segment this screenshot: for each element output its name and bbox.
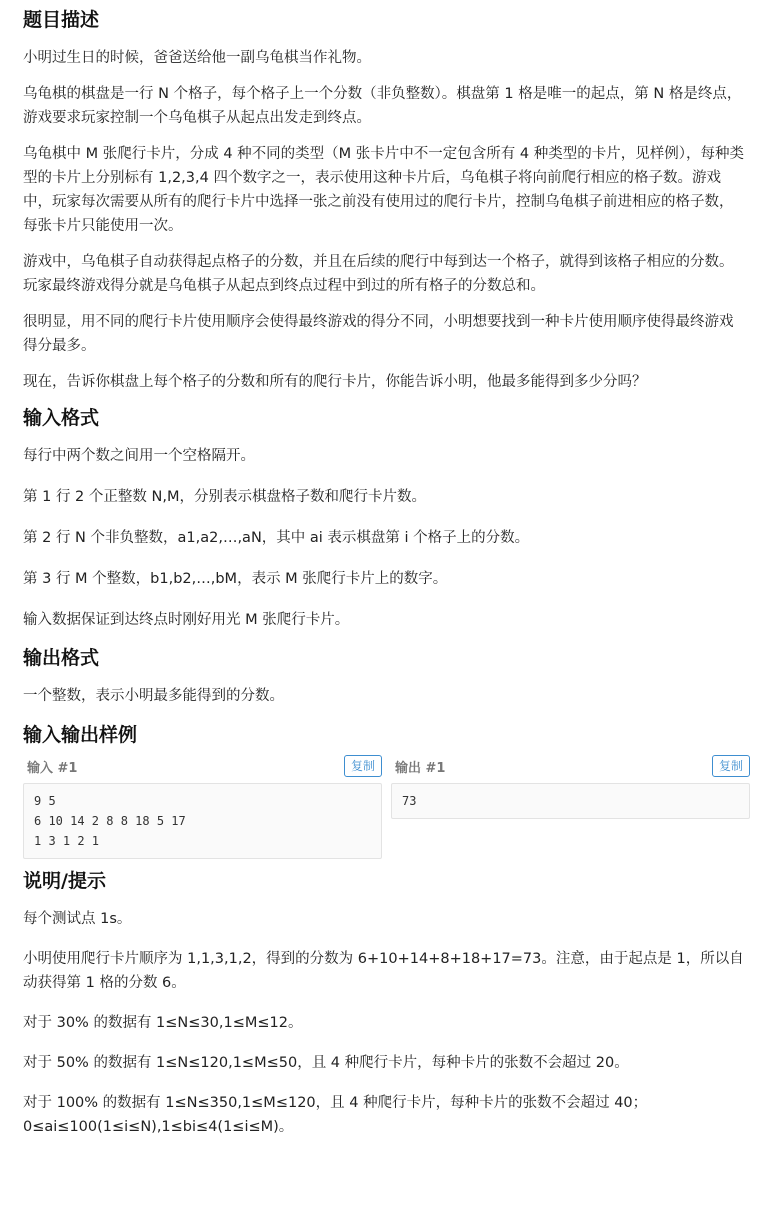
sample-input-header [23, 755, 382, 777]
input-format-paragraph: 第 2 行 N 个非负整数，a1,a2,…,aN，其中 ai 表示棋盘第 i 个格子上的分数。 [23, 530, 530, 546]
description-paragraph: 游戏中，乌龟棋子自动获得起点格子的分数，并且在后续的爬行中每到达一个格子，就得到该格子相应的分数。玩家最终游戏得分就是乌龟棋子从起点到终点过程中到过的所有格子的分数总和。 [23, 254, 734, 294]
input-format-paragraph: 第 3 行 M 个整数，b1,b2,…,bM，表示 M 张爬行卡片上的数字。 [23, 571, 448, 587]
input-format-heading: 输入格式 [23, 407, 100, 429]
input-format-paragraph: 第 1 行 2 个正整数 N,M，分别表示棋盘格子数和爬行卡片数。 [23, 489, 426, 505]
description-paragraph: 很明显，用不同的爬行卡片使用顺序会使得最终游戏的得分不同，小明想要找到一种卡片使用顺序使得最终游戏得分最多。 [23, 314, 734, 354]
sample-input [23, 755, 382, 859]
samples-container [23, 755, 745, 859]
hints-heading: 说明/提示 [23, 870, 106, 892]
hint-paragraph: 对于 30% 的数据有 1≤N≤30,1≤M≤12。 [23, 1015, 303, 1031]
description-paragraph: 乌龟棋中 M 张爬行卡片，分成 4 种不同的类型（M 张卡片中不一定包含所有 4 种类型的卡片，见样例），每种类型的卡片上分别标有 1,2,3,4 四个数字之一，表示使用这种卡片后，乌龟棋子将向前爬行相应的格子数。游戏中，玩家每次需要从所有的爬行卡片中选择一张之前没有使用过的爬行卡片，控制乌龟棋子前进相应的格子数，每张卡片只能使用一次。 [23, 146, 744, 234]
output-format-paragraph: 一个整数，表示小明最多能得到的分数。 [23, 688, 284, 704]
input-format-paragraph: 输入数据保证到达终点时刚好用光 M 张爬行卡片。 [23, 612, 350, 628]
input-format-paragraph: 每行中两个数之间用一个空格隔开。 [23, 448, 255, 464]
description-paragraph: 乌龟棋的棋盘是一行 N 个格子，每个格子上一个分数（非负整数）。棋盘第 1 格是唯一的起点，第 N 格是终点，游戏要求玩家控制一个乌龟棋子从起点出发走到终点。 [23, 86, 742, 126]
hint-paragraph: 小明使用爬行卡片顺序为 1,1,3,1,2，得到的分数为 6+10+14+8+18+17=73。注意，由于起点是 1，所以自动获得第 1 格的分数 6。 [23, 951, 744, 991]
hint-paragraph: 每个测试点 1s。 [23, 911, 132, 927]
hint-paragraph: 对于 100% 的数据有 1≤N≤350,1≤M≤120，且 4 种爬行卡片，每种卡片的张数不会超过 40；0≤ai≤100(1≤i≤N),1≤bi≤4(1≤i≤M)。 [23, 1095, 648, 1135]
copy-input-button[interactable]: 复制 [344, 755, 382, 777]
description-paragraph: 小明过生日的时候，爸爸送给他一副乌龟棋当作礼物。 [23, 50, 371, 66]
hint-paragraph: 对于 50% 的数据有 1≤N≤120,1≤M≤50，且 4 种爬行卡片，每种卡片的张数不会超过 20。 [23, 1055, 629, 1071]
sample-output-header [391, 755, 750, 777]
sample-output-code[interactable]: 73 [391, 783, 750, 819]
output-format-heading: 输出格式 [23, 647, 100, 669]
sample-output-title: 输出 #1 [395, 760, 446, 776]
sample-input-title: 输入 #1 [27, 760, 78, 776]
description-heading: 题目描述 [23, 9, 100, 31]
description-paragraph: 现在，告诉你棋盘上每个格子的分数和所有的爬行卡片，你能告诉小明，他最多能得到多少分吗？ [23, 374, 647, 390]
samples-heading: 输入输出样例 [23, 724, 138, 746]
sample-input-code[interactable]: 9 5 6 10 14 2 8 8 18 5 17 1 3 1 2 1 [23, 783, 382, 859]
copy-output-button[interactable]: 复制 [712, 755, 750, 777]
sample-output [391, 755, 750, 859]
